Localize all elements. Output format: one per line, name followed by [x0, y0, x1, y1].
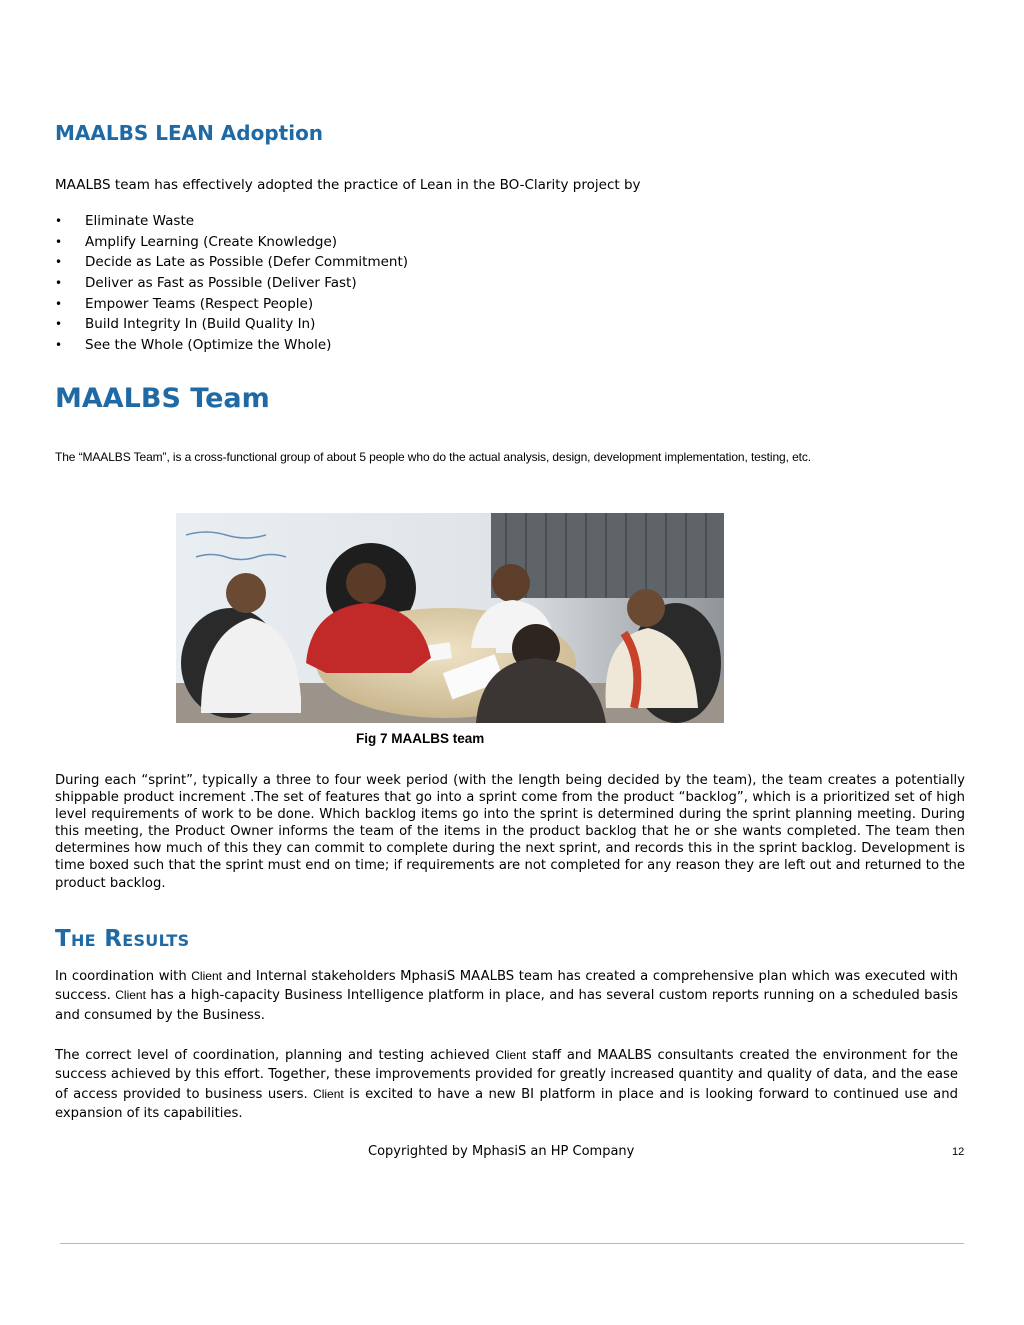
list-item: • Empower Teams (Respect People) — [55, 294, 408, 315]
client-name: Client — [115, 988, 146, 1003]
lean-intro-text: MAALBS team has effectively adopted the practice of Lean in the BO-Clarity project by — [55, 177, 641, 193]
results-paragraph-1: In coordination with Client and Internal stakeholders MphasiS MAALBS team has created a comprehensive plan which was executed with success. Client has a high-capacity Business Intelligence platform in place, and has several custom reports running on a scheduled basis and consumed by the Business. — [55, 969, 959, 1023]
page-number: 12 — [952, 1146, 965, 1158]
list-item: • Deliver as Fast as Possible (Deliver Fast) — [55, 273, 408, 294]
results-heading: The Results — [55, 926, 190, 952]
client-name: Client — [313, 1086, 344, 1101]
team-description: The “MAALBS Team”, is a cross-functional group of about 5 people who do the actual analysis, design, development implementation, testing, etc. — [55, 450, 812, 464]
lean-principles-list — [55, 211, 408, 356]
team-heading: MAALBS Team — [55, 383, 270, 414]
bullet-icon: • — [55, 317, 63, 332]
bullet-icon: • — [55, 234, 63, 249]
list-item: • Decide as Late as Possible (Defer Commitment) — [55, 252, 408, 273]
bullet-icon: • — [55, 296, 63, 311]
list-item: • Amplify Learning (Create Knowledge) — [55, 232, 408, 253]
client-name: Client — [191, 969, 222, 983]
results-paragraph-2: The correct level of coordination, planning and testing achieved Client staff and MAALBS consultants created the environment for the success achieved by this effort. Together, these improvements provided for greatly increased quantity and quality of data, and the ease of access provided to business users. Client is excited to have a new BI platform in place and is looking forward to continued use and expansion of its capabilities. — [55, 1048, 958, 1121]
team-photo — [176, 513, 724, 723]
footer-divider — [60, 1243, 964, 1244]
list-item: • See the Whole (Optimize the Whole) — [55, 335, 408, 356]
list-item: • Eliminate Waste — [55, 211, 408, 232]
bullet-icon: • — [55, 255, 63, 270]
client-name: Client — [495, 1048, 527, 1062]
bullet-icon: • — [55, 276, 63, 291]
list-item: • Build Integrity In (Build Quality In) — [55, 314, 408, 335]
copyright-footer: Copyrighted by MphasiS an HP Company — [368, 1144, 635, 1159]
figure-caption: Fig 7 MAALBS team — [356, 731, 485, 746]
bullet-icon: • — [55, 338, 63, 353]
lean-adoption-heading: MAALBS LEAN Adoption — [55, 121, 324, 145]
sprint-paragraph: During each “sprint”, typically a three to four week period (with the length being decided by the team), the team creates a potentially shippable product increment .The set of features that go into a sprint come from the product “backlog”, which is a prioritized set of high level requirements of work to be done. Which backlog items go into the sprint is determined during the sprint planning meeting. During this meeting, the Product Owner informs the team of the items in the product backlog that he or she wants completed. The team then determines how much of this they can commit to complete during the next sprint, and records this in the sprint backlog. Development is time boxed such that the sprint must end on time; if requirements are not completed for any reason they are left out and returned to the product backlog. — [55, 773, 965, 891]
bullet-icon: • — [55, 214, 63, 228]
